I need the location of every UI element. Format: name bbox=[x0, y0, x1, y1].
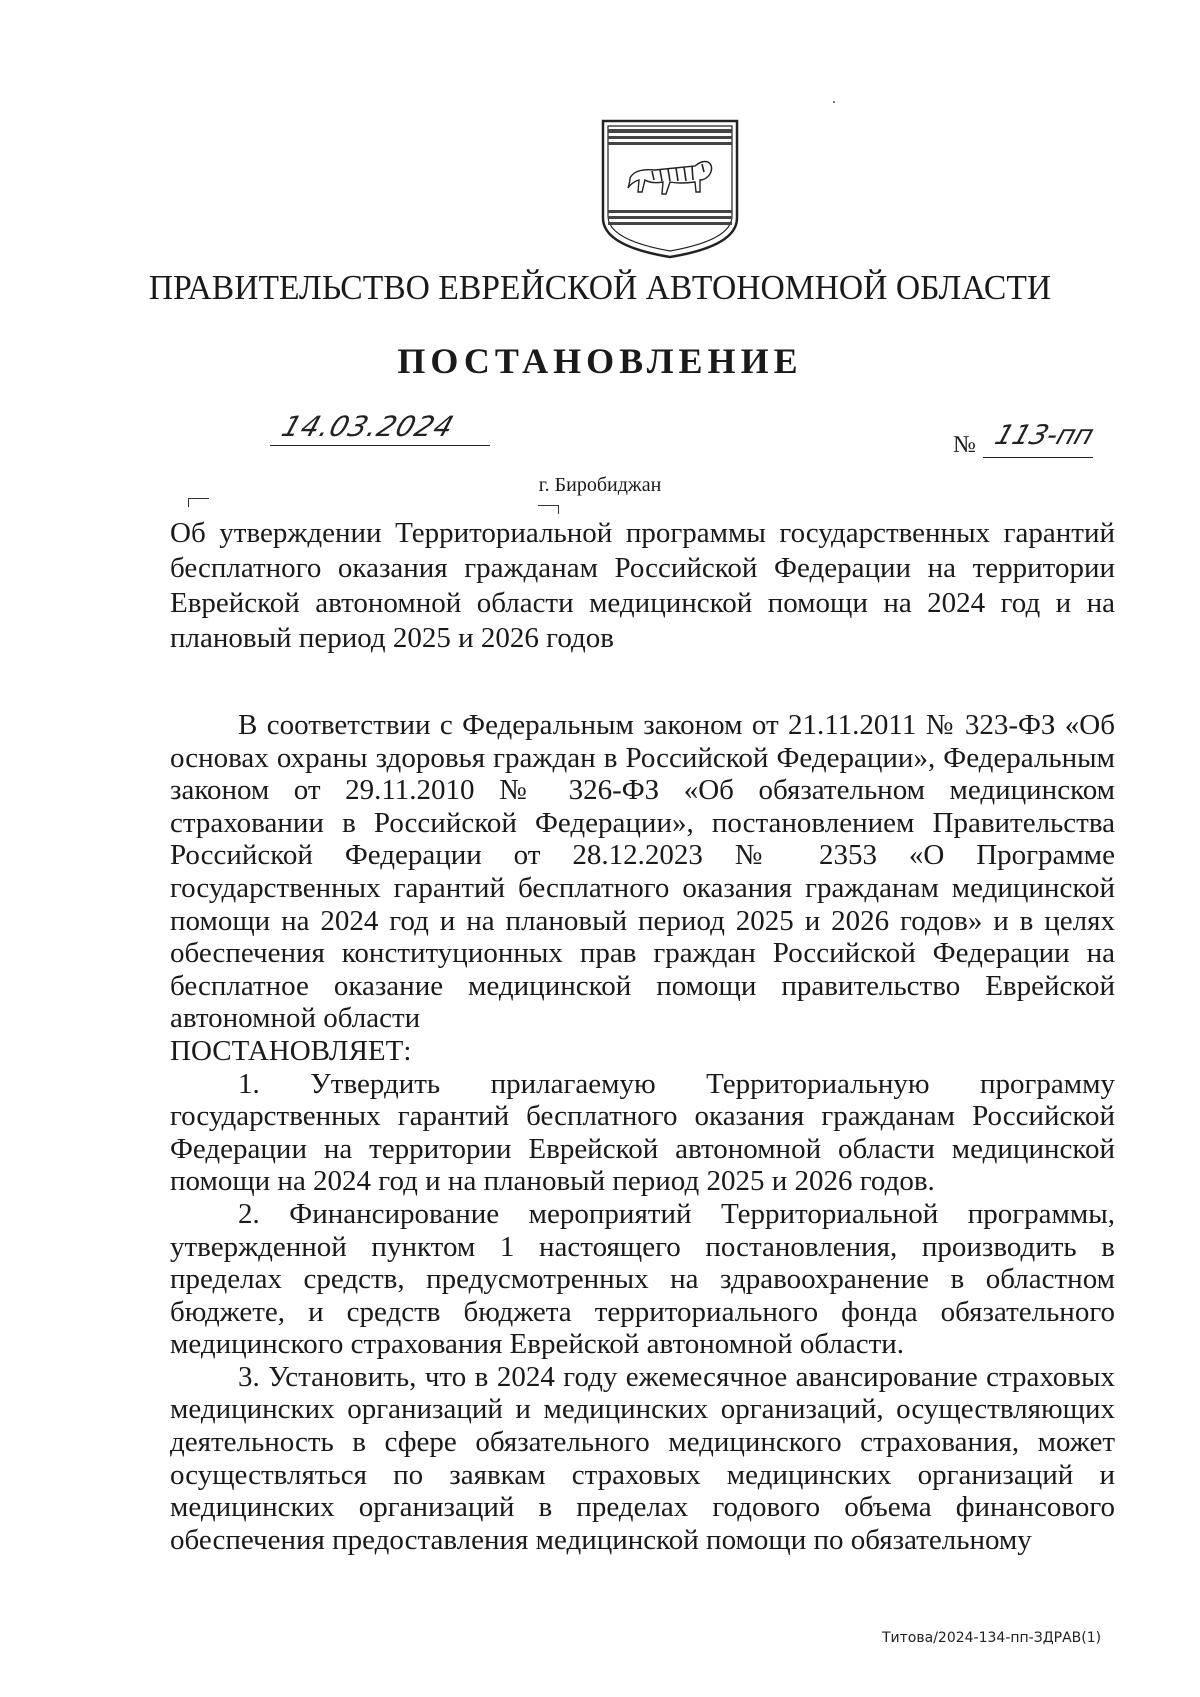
tiger-coat-of-arms-icon bbox=[600, 118, 740, 260]
subject-corner-right bbox=[538, 505, 559, 514]
item-1: 1. Утвердить прилагаемую Территориальную программу государственных гарантий бесплатного оказания гражданам Российской Федерации на территории Еврейской автономной области медицинской помощи на 2024 год и на плановый период 2025 и 2026 годов. bbox=[170, 1067, 1115, 1198]
number-label: № bbox=[953, 432, 976, 458]
document-body bbox=[170, 709, 1115, 1556]
document-subject: Об утверждении Территориальной программы государственных гарантий бесплатного оказания гражданам Российской Федерации на территории Еврейской автономной области медицинской помощи на 2024 год и на плановый период 2025 и 2026 годов bbox=[170, 517, 1115, 654]
scan-speck bbox=[833, 101, 835, 103]
item-3: 3. Установить, что в 2024 году ежемесячное авансирование страховых медицинских организаций и медицинских организаций, осуществляющих деятельность в сфере обязательного медицинского страхования, может осуществляться по заявкам страховых медицинских организаций и медицинских организаций в пределах годового объема финансового обеспечения предоставления медицинской помощи по обязательному bbox=[170, 1360, 1115, 1556]
document-type: ПОСТАНОВЛЕНИЕ bbox=[397, 341, 803, 381]
preamble: В соответствии с Федеральным законом от 21.11.2011 № 323-ФЗ «Об основах охраны здоровья граждан в Российской Федерации», Федеральным законом от 29.11.2010 № 326-ФЗ «Об обязательном медицинском страховании в Российской Федерации», постановлением Правительства Российской Федерации от 28.12.2023 № 2353 «О Программе государственных гарантий бесплатного оказания гражданам медицинской помощи на 2024 год и на плановый период 2025 и 2026 годов» и в целях обеспечения конституционных прав граждан Российской Федерации на бесплатное оказание медицинской помощи правительство Еврейской автономной области bbox=[170, 709, 1115, 1035]
footer-reference: Титова/2024-134-пп-ЗДРАВ(1) bbox=[882, 1630, 1102, 1646]
subject-corner-left bbox=[188, 498, 209, 507]
government-title: ПРАВИТЕЛЬСТВО ЕВРЕЙСКОЙ АВТОНОМНОЙ ОБЛАСТИ bbox=[148, 268, 1052, 307]
document-number: 113-пп bbox=[990, 420, 1098, 451]
item-2: 2. Финансирование мероприятий Территориальной программы, утвержденной пунктом 1 настоящего постановления, производить в пределах средств, предусмотренных на здравоохранение в областном бюджете, и средств бюджета территориального фонда обязательного медицинского страхования Еврейской автономной области. bbox=[170, 1197, 1115, 1361]
city: г. Биробиджан bbox=[538, 474, 662, 496]
document-date: 14.03.2024 bbox=[277, 410, 459, 443]
resolves-heading: ПОСТАНОВЛЯЕТ: bbox=[170, 1034, 412, 1067]
